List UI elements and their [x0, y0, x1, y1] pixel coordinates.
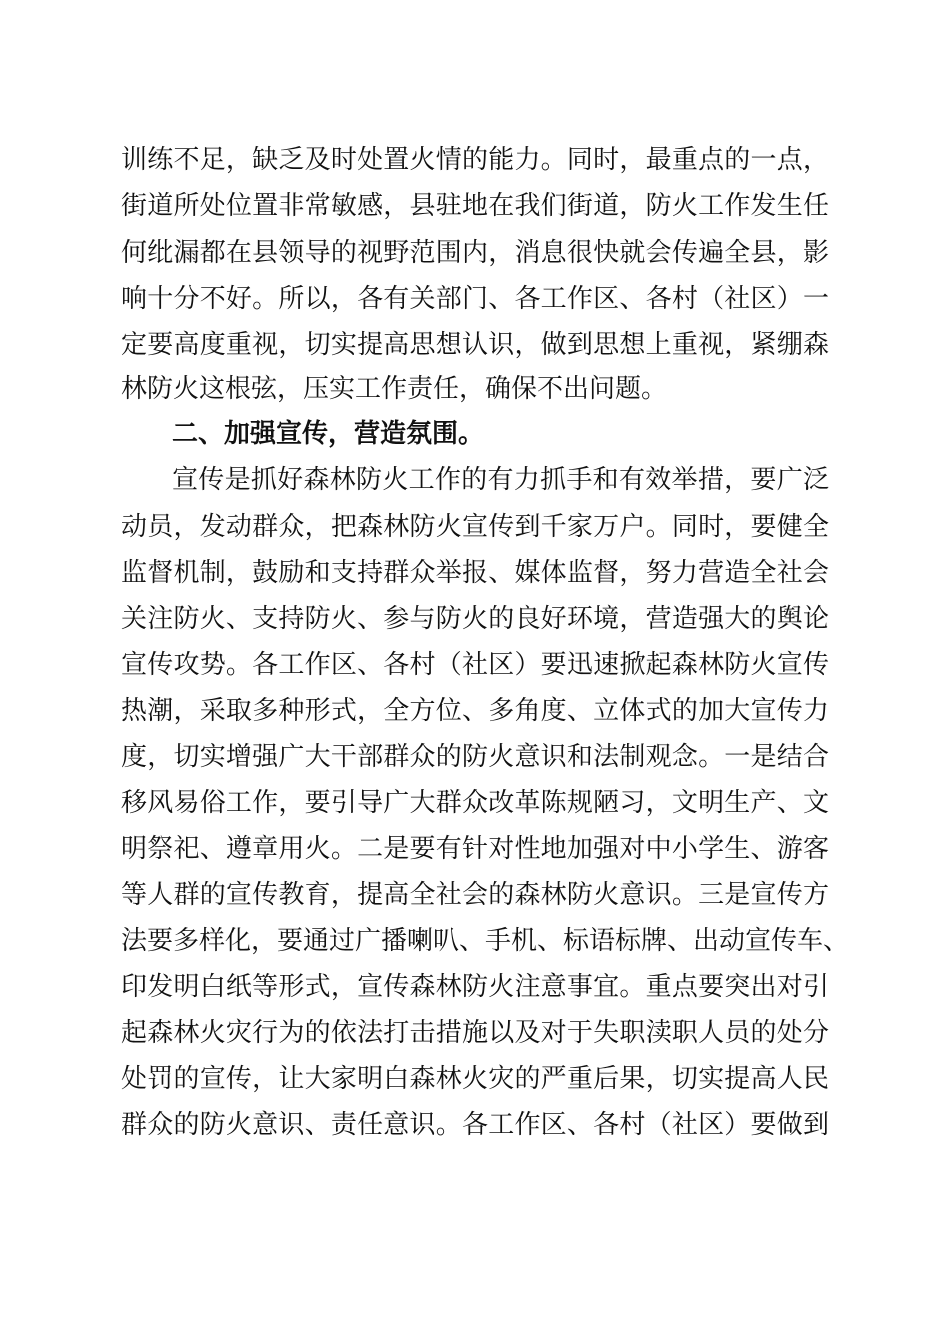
paragraph-line: 群众的防火意识、责任意识。各工作区、各村（社区）要做到 [121, 1110, 829, 1140]
paragraph-line: 何纰漏都在县领导的视野范围内，消息很快就会传遍全县，影 [121, 238, 829, 268]
paragraph-line: 定要高度重视，切实提高思想认识，做到思想上重视，紧绷森 [121, 330, 829, 360]
paragraph-line: 训练不足，缺乏及时处置火情的能力。同时，最重点的一点， [121, 145, 829, 175]
paragraph-line: 度，切实增强广大干部群众的防火意识和法制观念。一是结合 [121, 742, 829, 772]
paragraph-line: 动员，发动群众，把森林防火宣传到千家万户。同时，要健全 [121, 512, 829, 542]
paragraph-line: 等人群的宣传教育，提高全社会的森林防火意识。三是宣传方 [121, 880, 829, 910]
paragraph-line: 明祭祀、遵章用火。二是要有针对性地加强对中小学生、游客 [121, 834, 829, 864]
section-heading: 二、加强宣传，营造氛围。 [172, 419, 485, 449]
paragraph-line: 处罚的宣传，让大家明白森林火灾的严重后果，切实提高人民 [121, 1064, 829, 1094]
paragraph-line: 法要多样化，要通过广播喇叭、手机、标语标牌、出动宣传车、 [121, 926, 850, 956]
paragraph-line: 响十分不好。所以，各有关部门、各工作区、各村（社区）一 [121, 284, 829, 314]
paragraph-line: 宣传是抓好森林防火工作的有力抓手和有效举措，要广泛 [172, 465, 829, 495]
paragraph-line: 林防火这根弦，压实工作责任，确保不出问题。 [121, 374, 668, 404]
paragraph-line: 起森林火灾行为的依法打击措施以及对于失职渎职人员的处分 [121, 1018, 829, 1048]
paragraph-line: 关注防火、支持防火、参与防火的良好环境，营造强大的舆论 [121, 604, 829, 634]
paragraph-line: 印发明白纸等形式，宣传森林防火注意事宜。重点要突出对引 [121, 972, 829, 1002]
paragraph-line: 宣传攻势。各工作区、各村（社区）要迅速掀起森林防火宣传 [121, 650, 829, 680]
paragraph-line: 街道所处位置非常敏感，县驻地在我们街道，防火工作发生任 [121, 191, 829, 221]
paragraph-line: 热潮，采取多种形式，全方位、多角度、立体式的加大宣传力 [121, 696, 829, 726]
paragraph-line: 移风易俗工作，要引导广大群众改革陈规陋习，文明生产、文 [121, 788, 829, 818]
paragraph-line: 监督机制，鼓励和支持群众举报、媒体监督，努力营造全社会 [121, 558, 829, 588]
